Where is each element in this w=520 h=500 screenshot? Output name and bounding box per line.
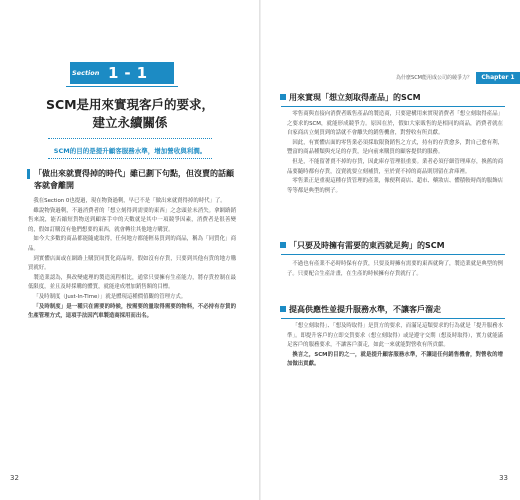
right-page [261, 0, 520, 500]
intro-dotted-rule-bottom [48, 158, 212, 159]
paragraph: 到實體店面或在網路上購買同質化商品時，假如沒有存貨，只要到其他有貨的地方購買就好。 [28, 255, 236, 272]
subhead-rule [281, 318, 505, 319]
right-subhead-1 [289, 92, 421, 104]
page-number: 33 [499, 474, 508, 482]
right-body-3 [287, 322, 503, 370]
intro-dotted-rule-top [48, 138, 212, 139]
left-subhead-text: 「做出來就賣得掉的時代」雖已劃下句點，但沒賣的話顧客就會離開 [34, 169, 234, 190]
paragraph: 「想立刻取得」、「想及時取得」是買方的要求，而滿足這類要求的行為就是「提升服務水準」。即提升客戶的立即交貨要求（想立刻取得）或是遵守交期（想及時取得），實力就能滿足客戶的服務要求，不讓客戶溜走，如此一來就能對營收有所貢獻。 [287, 323, 503, 349]
section-number: 1-1 [108, 64, 154, 82]
subhead-square-icon [280, 242, 286, 248]
left-page [0, 0, 259, 500]
right-body-1 [287, 110, 503, 196]
paragraph: 「及時制度」是一種只在需要的時候，按需要的量取得需要的物料，不必持有存貨的生產管理方式，這項手法因汽車製造商採用而出名。 [28, 303, 236, 320]
subhead-rule [281, 254, 505, 255]
left-body [28, 197, 236, 322]
paragraph: 換言之，SCM的目的之一，就是提升顧客服務水準，不讓這任何銷售機會，對營收的增加做出貢獻。 [287, 351, 503, 368]
right-subhead-3-text: 提高供應性並提升服務水準，不讓客戶溜走 [289, 305, 441, 314]
paragraph: 「及時制度（Just-In-Time）」就是體現這種價值觀的管理方式。 [33, 293, 187, 300]
paragraph: 雖說物資過剩，不過消費者的「想立刻得到需要的東西」之念頭並未消失。拿網路銷售來說，能否縮短貨物送到顧客手中的天數就是其中一項競爭因素，消費者是很善變的，假如訂購沒有他們想要的東西，就會轉往其他地方購買。 [28, 207, 236, 233]
right-subhead-2 [289, 240, 445, 252]
paragraph: 我在Section 0也提過，現在物資過剩，早已不是「做出來就賣得掉的時代」了。 [33, 198, 226, 204]
title-line-2: 建立永續關係 [92, 115, 168, 130]
right-subhead-2-text: 「只要及時擁有需要的東西就足夠」的SCM [289, 241, 445, 250]
left-subhead [34, 168, 234, 192]
running-header: 為什麼SCM能用成公司的競爭力？ [396, 75, 472, 81]
title-line-1: SCM是用來實現客戶的要求， [45, 97, 215, 112]
paragraph: 但是，不能留著賣不掉的存貨，因此庫存管理很重要。業者必須仔細管理庫存，換舊的商品要隨時都有存貨，沒賣就要立刻補貨，至於賣不掉的商品則別留在倉庫裡。 [287, 158, 503, 175]
paragraph: 製造業認為，與改變處理的製造流程相比，通常只要擁有生產能力，將存貨控制在最低限度，並且及時採購的體質，就能達成增加銷售額的目標。 [28, 274, 236, 291]
page-title [30, 96, 230, 132]
right-body-2 [287, 260, 503, 279]
right-subhead-1-text: 用來實現「想立刻取得產品」的SCM [289, 93, 421, 102]
subhead-rule [281, 106, 505, 107]
chapter-tab: Chapter 1 [476, 72, 520, 84]
paragraph: 零售商與直接向消費者販售產品的製造商，只要建構用來實現消費者「想立刻取得產品」之要求的SCM，就能形成競爭力。原因在於，假如大家販售的是相同的商品，消費者就在自家商店立刻買到的話就不會離失的銷售機會，對營收有所貢獻。 [287, 111, 503, 137]
page-number: 32 [10, 474, 19, 482]
section-rule [66, 86, 178, 87]
paragraph: 零售業正是重視這種存貨管理的產業，像便利商店、超市、藥妝店、體積較時尚的服飾店等等都是典型的例子。 [287, 178, 503, 194]
paragraph: 因此，有實體店面的零售業必須採取限資銷售之方式，持有的存貨愈多，對自己愈有利，豐富的商品種類與充足的存貨，是向前來購買的顧客提供的服務。 [287, 139, 503, 156]
section-word: Section [72, 69, 100, 77]
paragraph: 不過也有產業不必時時保有存貨，只要及時擁有需要的東西就夠了，製造業就是典型的例子。只要配合生產計畫，在生產的時候擁有存貨就行了。 [287, 261, 503, 277]
paragraph: 如今大多數的商品都能隨處取得，任何地方都能輕易買到的商品，稱為「同質化」商品。 [28, 236, 236, 252]
intro-text: SCM的目的是提升顧客服務水準，增加營收與利潤。 [53, 147, 207, 155]
right-subhead-3 [289, 304, 441, 316]
subhead-square-icon [280, 94, 286, 100]
subhead-square-icon [280, 306, 286, 312]
subhead-marker [27, 169, 30, 179]
